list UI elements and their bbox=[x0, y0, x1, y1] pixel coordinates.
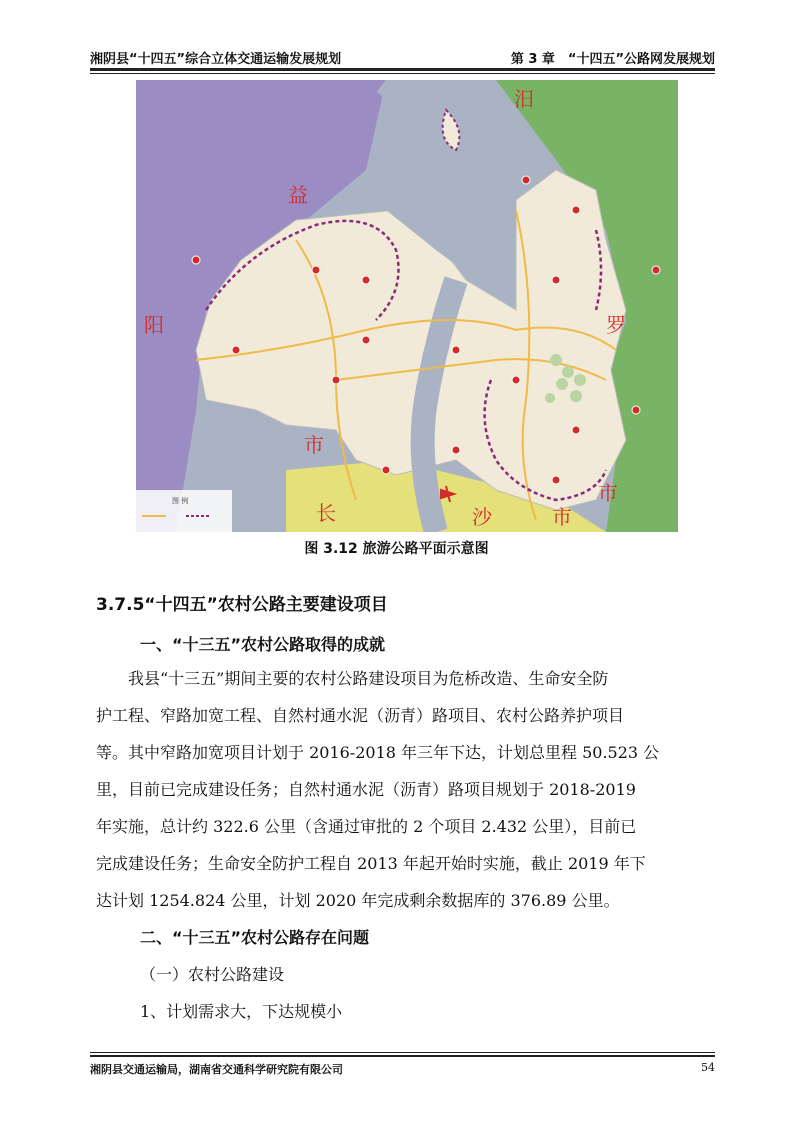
page-footer bbox=[90, 1061, 715, 1077]
header-rule-thin bbox=[90, 73, 715, 74]
legend-title: 图 例 bbox=[172, 497, 189, 505]
tourism-road-map bbox=[136, 80, 678, 532]
item-rural-road: （一）农村公路建设 bbox=[140, 965, 285, 984]
paragraph-line: 护工程、窄路加宽工程、自然村通水泥（沥青）路项目、农村公路养护项目 bbox=[96, 706, 625, 725]
paragraph-line: 年实施，总计约 322.6 公里（含通过审批的 2 个项目 2.432 公里），目前已 bbox=[96, 817, 637, 836]
footer-org: 湘阴县交通运输局，湖南省交通科学研究院有限公司 bbox=[90, 1063, 343, 1076]
region-label-yi: 益 bbox=[288, 183, 308, 207]
page-header bbox=[90, 48, 715, 68]
figure-caption: 图 3.12 旅游公路平面示意图 bbox=[304, 541, 489, 557]
header-right: 第 3 章 “十四五”公路网发展规划 bbox=[510, 52, 715, 67]
section-title: 3.7.5“十四五”农村公路主要建设项目 bbox=[96, 595, 388, 615]
region-label-mi: 汨 bbox=[514, 87, 534, 111]
footer-rule-thick bbox=[90, 1055, 715, 1057]
subsection-achievements: 一、“十三五”农村公路取得的成就 bbox=[140, 635, 386, 654]
header-left: 湘阴县“十四五”综合立体交通运输发展规划 bbox=[90, 52, 342, 67]
region-label-shi-west: 市 bbox=[304, 433, 324, 457]
region-label-shi-east: 市 bbox=[598, 481, 618, 505]
paragraph-line: 完成建设任务；生命安全防护工程自 2013 年起开始时实施，截止 2019 年下 bbox=[96, 854, 646, 873]
paragraph-line: 达计划 1254.824 公里，计划 2020 年完成剩余数据库的 376.89 公里。 bbox=[96, 891, 620, 910]
subsection-problems: 二、“十三五”农村公路存在问题 bbox=[140, 928, 370, 947]
paragraph-line: 等。其中窄路加宽项目计划于 2016-2018 年三年下达，计划总里程 50.523 公 bbox=[96, 743, 660, 762]
region-label-luo: 罗 bbox=[606, 313, 626, 337]
region-label-sha: 沙 bbox=[472, 505, 492, 529]
region-label-yang: 阳 bbox=[144, 313, 164, 337]
paragraph-line: 我县“十三五”期间主要的农村公路建设项目为危桥改造、生命安全防 bbox=[96, 669, 609, 688]
region-label-shi-south: 市 bbox=[552, 505, 572, 529]
item-plan-demand: 1、计划需求大，下达规模小 bbox=[140, 1002, 343, 1021]
page-number: 54 bbox=[701, 1061, 715, 1074]
map-legend bbox=[136, 490, 232, 532]
footer-rule bbox=[90, 1052, 715, 1053]
region-label-chang: 长 bbox=[316, 501, 336, 525]
body-paragraph bbox=[96, 660, 718, 919]
header-rule bbox=[90, 68, 715, 71]
paragraph-line: 里，目前已完成建设任务；自然村通水泥（沥青）路项目规划于 2018-2019 bbox=[96, 780, 636, 799]
